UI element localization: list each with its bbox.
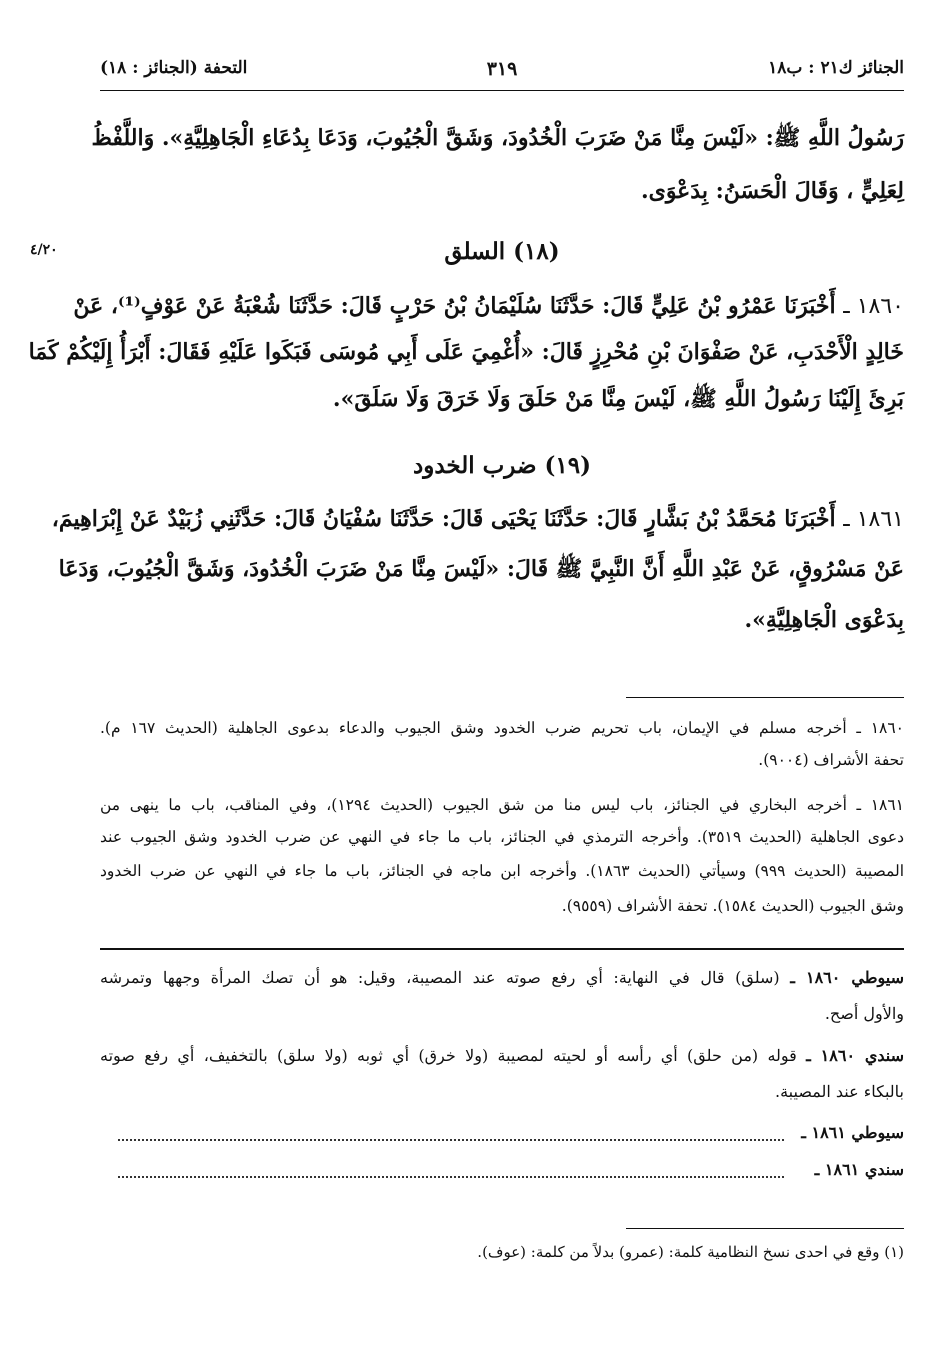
hadith-1860-line: خَالِدٍ الْأَحْدَبِ، عَنْ صَفْوَانَ بْنِ مُحْرِزٍ قَالَ: «أُغْمِيَ عَلَى أَبِي مُوسَى فَبَكَوا عَلَيْهِ فَقَالَ: أَبْرَأُ إِلَيْكُمْ كَمَا	[28, 339, 904, 365]
sindi-1860-line: بالبكاء عند المصيبة.	[775, 1082, 904, 1101]
sindi-1860-line	[100, 1043, 904, 1069]
footnote-separator	[626, 1228, 904, 1229]
chapter-reference: الجنائز ك٢١ : ب١٨	[768, 58, 904, 78]
hadith-number-1860: ١٨٦٠ ـ	[843, 294, 904, 319]
suyuti-1860-text: (سلق) قال في النهاية: أي رفع صوته عند المصيبة، وقيل: هو أن تصك المرأة وجهها وتمرشه	[100, 968, 780, 987]
takhrij-separator	[626, 697, 904, 698]
hadith-number-1861: ١٨٦١ ـ	[843, 507, 904, 532]
sindi-1861-row	[118, 1160, 904, 1186]
dotted-leader	[118, 1176, 784, 1178]
takhrij-1860-line: تحفة الأشراف (٩٠٠٤).	[758, 751, 904, 769]
sindi-1861-label: سندي ١٨٦١ ـ	[814, 1160, 904, 1179]
intro-line: لِعَلِيٍّ ، وَقَالَ الْحَسَنُ: بِدَعْوَى.	[640, 178, 904, 204]
dotted-leader	[118, 1139, 784, 1141]
suyuti-1860-line: والأول أصح.	[824, 1004, 904, 1023]
suyuti-1860-line	[100, 965, 904, 991]
takhrij-1861-line: ١٨٦١ ـ أخرجه البخاري في الجنائز، باب ليس منا من شق الجيوب (الحديث ١٢٩٤)، وفي المناقب، باب ما ينهى من	[100, 796, 904, 814]
intro-line: رَسُولُ اللَّهِ ﷺ: «لَيْسَ مِنَّا مَنْ ضَرَبَ الْخُدُودَ، وَشَقَّ الْجُيُوبَ، وَدَعَا بِدُعَاءِ الْجَاهِلِيَّةِ». وَاللَّفْظُ	[91, 125, 904, 151]
takhrij-1860-line: ١٨٦٠ ـ أخرجه مسلم في الإيمان، باب تحريم ضرب الخدود وشق الجيوب والدعاء بدعوى الجاهلية (الحديث ١٦٧ م).	[100, 719, 904, 737]
hadith-1860-line	[73, 290, 904, 323]
sindi-1860-label: سندي ١٨٦٠ ـ	[806, 1046, 904, 1065]
suyuti-1860-label: سيوطي ١٨٦٠ ـ	[790, 968, 904, 987]
commentary-separator	[100, 948, 904, 950]
section-heading-18: (١٨) السلق	[444, 238, 560, 265]
suyuti-1861-label: سيوطي ١٨٦١ ـ	[801, 1123, 904, 1142]
running-header	[100, 58, 904, 86]
suyuti-1861-row	[118, 1123, 904, 1149]
hadith-1861-line	[51, 503, 904, 536]
hadith-1860-line: بَرِئَ إِلَيْنَا رَسُولُ اللَّهِ ﷺ، لَيْسَ مِنَّا مَنْ حَلَقَ وَلَا خَرَقَ وَلَا سَلَقَ».	[332, 386, 904, 412]
margin-reference: ٤/٢٠	[30, 242, 58, 258]
takhrij-1861-line: وشق الجيوب (الحديث ١٥٨٤). تحفة الأشراف (٩٥٥٩).	[561, 897, 904, 915]
hadith-1860-text: أَخْبَرَنَا عَمْرُو بْنُ عَلِيٍّ قَالَ: حَدَّثَنَا سُلَيْمَانُ بْنُ حَرْبٍ قَالَ: حَدَّثَنَا شُعْبَةُ عَنْ عَوْفٍ⁽¹⁾، عَنْ	[73, 293, 836, 319]
footnote-1: (١) وقع في احدى نسخ النظامية كلمة: (عمرو) بدلاً من كلمة: (عوف).	[477, 1243, 904, 1261]
takhrij-1861-line: دعوى الجاهلية (الحديث ٣٥١٩). وأخرجه الترمذي في الجنائز، باب ما جاء في النهي عن ضرب الخدود وشق الجيوب عند	[100, 828, 904, 846]
tuhfa-reference: التحفة (الجنائز : ١٨)	[100, 58, 248, 78]
hadith-1861-text: أَخْبَرَنَا مُحَمَّدُ بْنُ بَشَّارٍ قَالَ: حَدَّثَنَا يَحْيَى قَالَ: حَدَّثَنَا سُفْيَانُ قَالَ: حَدَّثَنِي زُبَيْدٌ عَنْ إِبْرَاهِيمَ،	[51, 506, 836, 532]
hadith-1861-line: عَنْ مَسْرُوقٍ، عَنْ عَبْدِ اللَّهِ أَنَّ النَّبِيَّ ﷺ قَالَ: «لَيْسَ مِنَّا مَنْ ضَرَبَ الْخُدُودَ، وَشَقَّ الْجُيُوبَ، وَدَعَا	[58, 556, 904, 582]
section-heading-19: (١٩) ضرب الخدود	[412, 452, 592, 479]
page-number: ٣١٩	[486, 58, 518, 80]
takhrij-1861-line: المصيبة (الحديث ٩٩٩) وسيأتي (الحديث ١٨٦٣). وأخرجه ابن ماجه في الجنائز، باب ما جاء في النهي عن ضرب الخدود	[100, 862, 905, 880]
header-rule	[100, 90, 904, 91]
sindi-1860-text: قوله (من حلق) أي رأسه أو لحيته لمصيبة (ولا خرق) أي ثوبه (ولا سلق) بالتخفيف، أي رفع صوته	[100, 1046, 797, 1065]
hadith-1861-line: بِدَعْوَى الْجَاهِلِيَّةِ».	[744, 607, 904, 633]
